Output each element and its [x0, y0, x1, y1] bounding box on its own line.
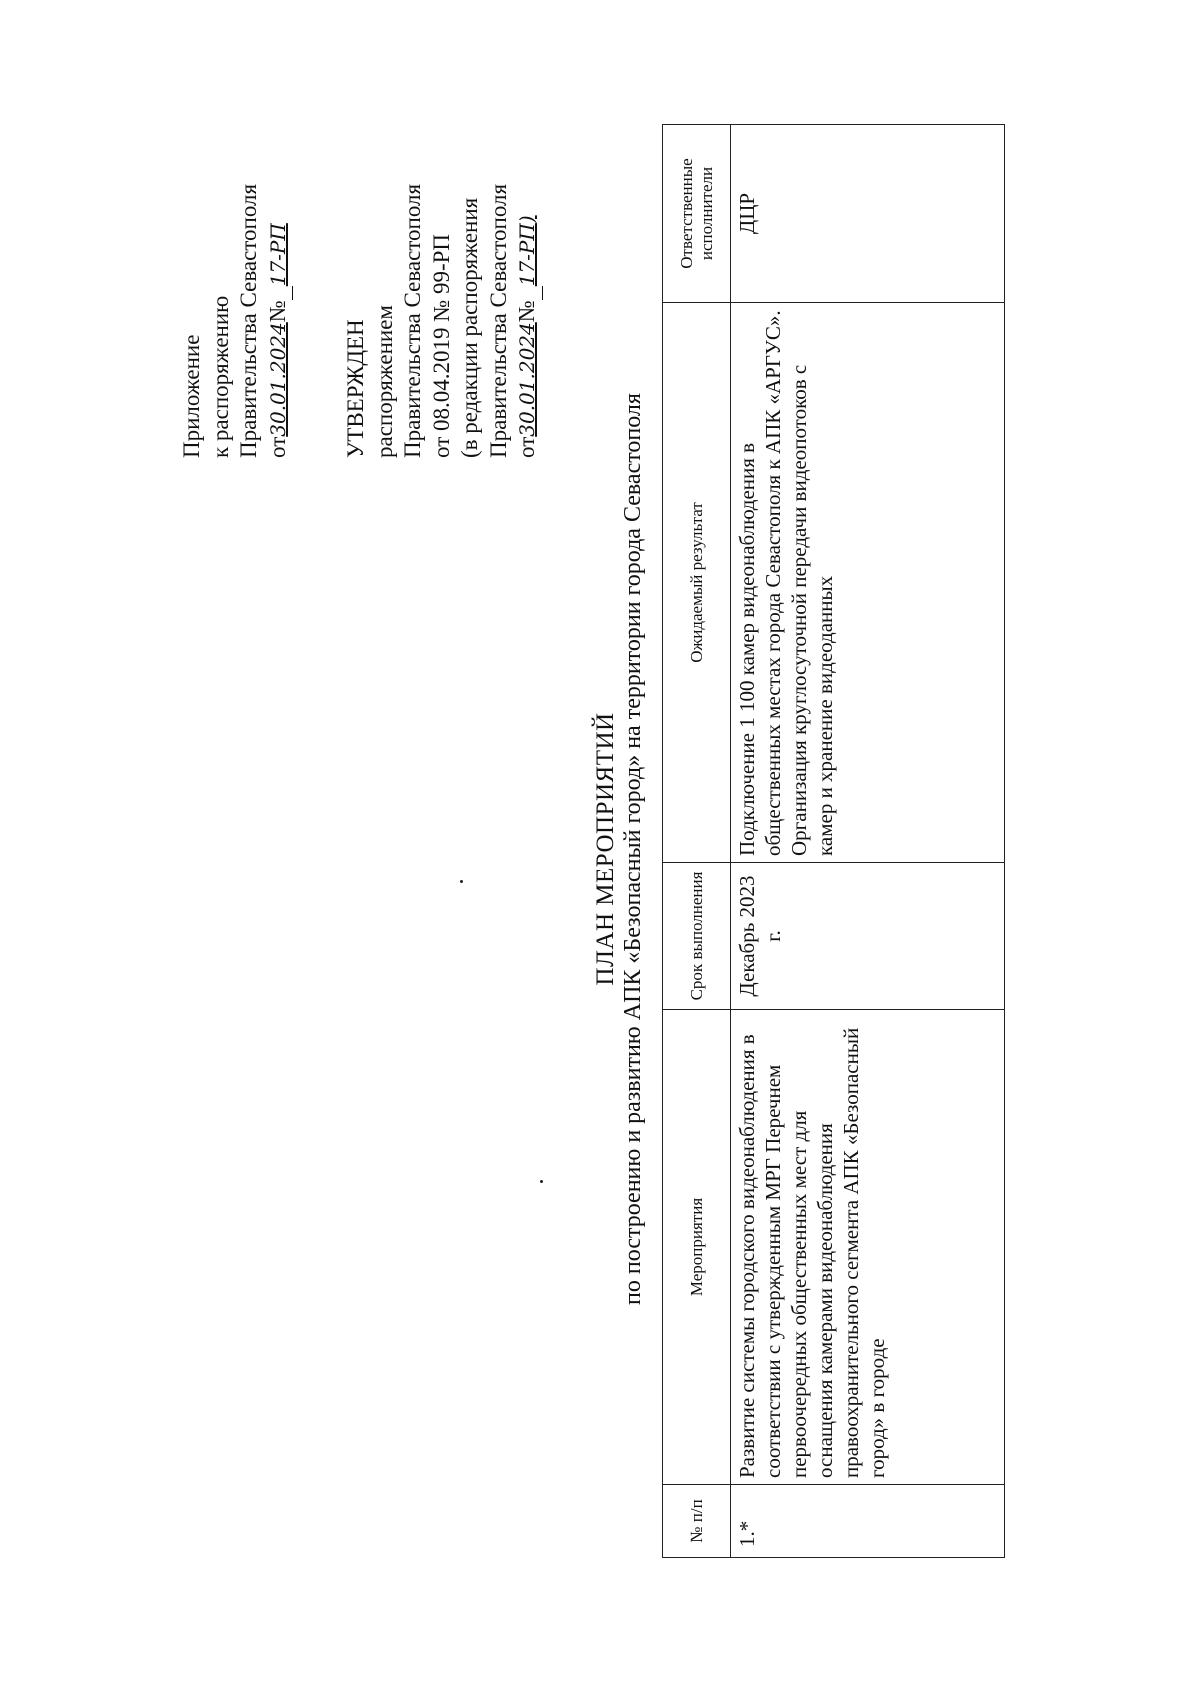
- table-row: [731, 125, 1005, 1558]
- approved-from-label: от: [514, 436, 539, 458]
- header-responsible: Ответственные исполнители: [663, 125, 731, 303]
- appendix-date-handwritten: 30.01.2024: [265, 322, 290, 437]
- approved-no-label: №: [514, 300, 539, 323]
- table-header-row: [663, 125, 731, 1558]
- approved-date-handwritten: 30.01.2024: [515, 322, 539, 437]
- approved-line-6: Правительства Севастополя: [485, 183, 511, 458]
- plan-title: ПЛАН МЕРОПРИЯТИЙ: [592, 712, 619, 986]
- appendix-number-handwritten: 17-РП: [265, 223, 290, 287]
- approved-number-blank: [513, 286, 543, 300]
- header-result: Ожидаемый результат: [663, 303, 731, 863]
- approved-line-1: УТВЕРЖДЕН: [343, 319, 368, 458]
- cell-num: 1.*: [731, 1485, 1005, 1558]
- appendix-date-line: [264, 184, 294, 458]
- appendix-block: [178, 184, 293, 458]
- approved-line-5: (в редакции распоряжения: [457, 197, 482, 458]
- header-event: Мероприятия: [663, 1010, 731, 1485]
- appendix-line-2: к распоряжению: [207, 295, 233, 458]
- appendix-line-3: Правительства Севастополя: [236, 183, 261, 458]
- scan-speck: [540, 1180, 543, 1183]
- approved-line-3: Правительства Севастополя: [400, 183, 425, 458]
- approved-block: [342, 184, 543, 458]
- appendix-line-1: Приложение: [179, 334, 204, 458]
- plan-table: [662, 124, 1005, 1558]
- scan-speck: [460, 880, 463, 883]
- approved-number-handwritten: 17-РП: [515, 223, 539, 287]
- approved-closing-paren: ): [515, 215, 539, 224]
- cell-result: Подключение 1 100 камер видеонаблюдения в общественных местах города Севастополя к АПК «АРГУС». Организация круглосуточной передачи видеопотоков с камер и хранение видеоданных: [731, 303, 1005, 863]
- appendix-number-blank: [264, 286, 294, 300]
- appendix-from-label: от: [264, 436, 290, 458]
- header-deadline: Срок выполнения: [663, 863, 731, 1010]
- cell-event: Развитие системы городского видеонаблюдения в соответствии с утвержденным МРГ Перечнем первоочередных общественных мест для оснащения камерами видеонаблюдения правоохранительного сегмента АПК «Безопасный город» в городе: [731, 1010, 1005, 1485]
- approved-line-4: от 08.04.2019 № 99-РП: [428, 233, 454, 458]
- header-num: № п/п: [663, 1485, 731, 1558]
- approved-line-2: распоряжением: [371, 305, 397, 458]
- appendix-no-label: №: [264, 300, 290, 323]
- cell-responsible: ДЦР: [731, 125, 1005, 303]
- approved-date-line: [513, 184, 543, 458]
- cell-deadline: Декабрь 2023 г.: [731, 863, 1005, 1010]
- plan-subtitle: по построению и развитию АПК «Безопасный город» на территории города Севастополя: [620, 393, 646, 1305]
